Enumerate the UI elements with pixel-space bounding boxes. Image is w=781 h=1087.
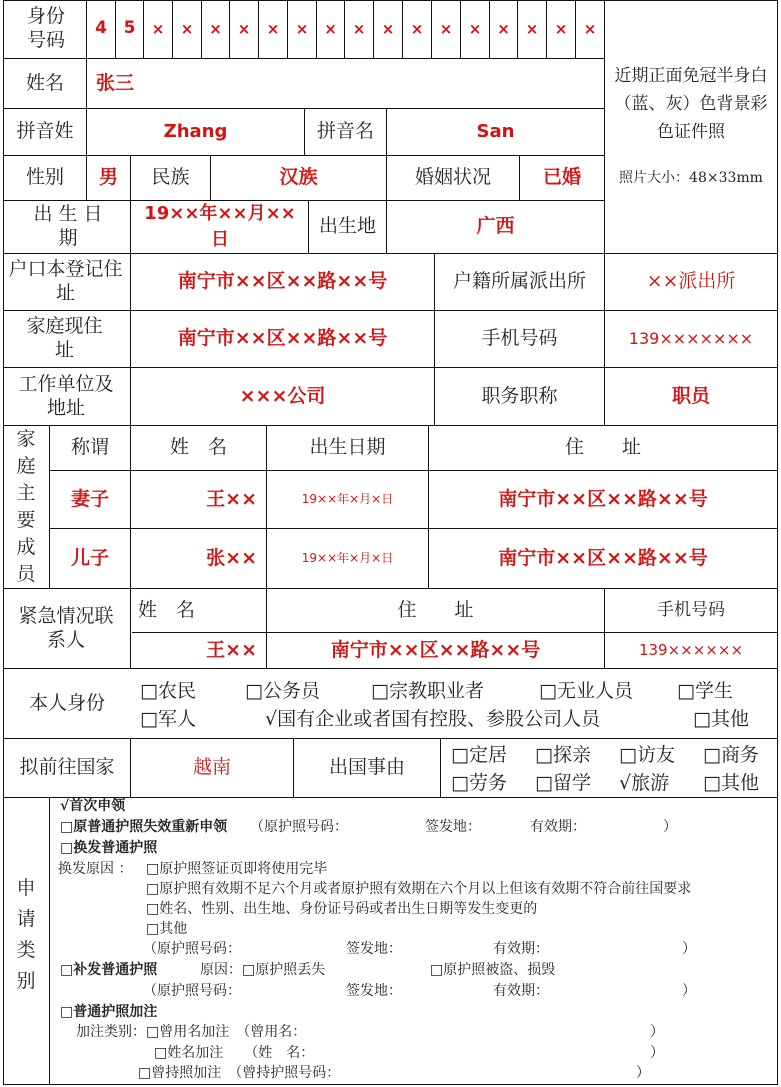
mobile-label: 手机号码 <box>481 327 558 350</box>
pinyin-given-label: 拼音名 <box>316 120 374 143</box>
app-renew-reason-1[interactable]: □原护照签证页即将使用完毕 <box>146 861 328 877</box>
gender-label: 性别 <box>25 166 64 189</box>
app-endorse-close-2: ） <box>650 1045 664 1061</box>
id-digit: × <box>266 19 280 38</box>
app-endorse-close-3: ） <box>636 1065 650 1081</box>
purpose-other-checkbox[interactable]: □其他 <box>703 772 759 794</box>
app-reapply-detail: （原护照号码： 签发地： 有效期： ） <box>250 819 677 835</box>
gender-value: 男 <box>98 166 118 189</box>
family-address: 南宁市××区××路××号 <box>498 546 708 569</box>
id-digit: × <box>439 19 453 38</box>
family-header-relation: 称谓 <box>70 436 109 459</box>
app-reissue-reason[interactable]: 原因：□原护照丢失 <box>200 962 326 978</box>
mobile-value: 139××××××× <box>628 329 754 348</box>
id-digit: × <box>468 19 482 38</box>
identity-label: 本人身份 <box>28 691 105 714</box>
birth-date-label: 出 生 日 期 <box>33 203 103 249</box>
family-header-address: 住 址 <box>564 436 641 459</box>
purpose-tourism-checkbox[interactable]: √旅游 <box>619 772 670 794</box>
app-reissue-checkbox[interactable]: □补发普通护照 <box>60 962 158 978</box>
emergency-mobile: 139×××××× <box>638 641 744 660</box>
app-endorse-name[interactable]: □姓名加注 （姓 名： <box>154 1045 315 1061</box>
family-name: 张×× <box>206 546 257 569</box>
birth-date-value: 19××年××月××日 <box>144 203 296 250</box>
job-title-label: 职务职称 <box>481 384 558 407</box>
app-first-checkbox[interactable]: √首次申领 <box>60 798 126 814</box>
identity-farmer-checkbox[interactable]: □农民 <box>140 680 196 702</box>
ethnicity-label: 民族 <box>151 166 190 189</box>
birth-place-label: 出生地 <box>318 215 376 238</box>
destination-value: 越南 <box>192 756 231 779</box>
pinyin-given-value: San <box>476 120 515 142</box>
identity-military-checkbox[interactable]: □军人 <box>140 708 196 730</box>
family-relation: 儿子 <box>70 546 109 569</box>
name-label: 姓名 <box>25 71 64 94</box>
id-digit: × <box>497 19 510 38</box>
app-renew-reason-3[interactable]: □姓名、性别、出生地、身份证号码或者出生日期等发生变更的 <box>146 901 538 917</box>
police-station-value: ××派出所 <box>646 270 736 293</box>
hukou-address-value: 南宁市××区××路××号 <box>177 270 388 293</box>
identity-student-checkbox[interactable]: □学生 <box>677 680 733 702</box>
identity-other-checkbox[interactable]: □其他 <box>693 708 749 730</box>
app-reapply-checkbox[interactable]: □原普通护照失效重新申领 <box>60 819 228 835</box>
work-unit-value: ×××公司 <box>239 384 326 407</box>
family-header-birth: 出生日期 <box>309 436 386 459</box>
police-station-label: 户籍所属派出所 <box>452 270 586 293</box>
emergency-header-name: 姓 名 <box>138 598 196 621</box>
marital-label: 婚姻状况 <box>414 166 491 189</box>
app-reissue-stolen[interactable]: □原护照被盗、损毁 <box>430 962 556 978</box>
id-digit: × <box>324 19 337 38</box>
id-digit: × <box>237 19 251 38</box>
id-digit: × <box>583 19 597 38</box>
home-address-value: 南宁市××区××路××号 <box>177 327 388 350</box>
photo-size: 照片大小：48×33mm <box>619 170 763 187</box>
purpose-visit-relatives-checkbox[interactable]: □探亲 <box>535 744 591 766</box>
hukou-address-label: 户口本登记住址 <box>8 258 123 304</box>
job-title-value: 职员 <box>671 384 710 407</box>
identity-religious-checkbox[interactable]: □宗教职业者 <box>371 680 484 702</box>
id-digit: × <box>381 19 395 38</box>
app-renew-reason-label: 换发原因 ： <box>58 861 133 877</box>
app-endorse-passport[interactable]: □曾持照加注 （曾持护照号码： <box>138 1065 341 1081</box>
id-digit: × <box>209 19 222 38</box>
application-type-label: 申请类别 <box>16 877 36 992</box>
app-renew-reason-2[interactable]: □原护照有效期不足六个月或者原护照有效期在六个月以上但该有效期不符合前往国要求 <box>146 881 692 897</box>
birth-place-value: 广西 <box>476 215 515 238</box>
id-digit: × <box>180 19 194 38</box>
purpose-label: 出国事由 <box>328 756 405 779</box>
home-address-label: 家庭现住址 <box>26 315 103 361</box>
work-unit-label: 工作单位及地址 <box>18 372 114 419</box>
identity-civil-servant-checkbox[interactable]: □公务员 <box>245 680 320 702</box>
family-relation: 妻子 <box>70 487 109 510</box>
id-digit: × <box>295 19 309 38</box>
id-number-label: 身份号码 <box>26 5 65 51</box>
marital-value: 已婚 <box>542 166 581 189</box>
purpose-business-checkbox[interactable]: □商务 <box>703 744 759 766</box>
family-members-label: 家庭主要成员 <box>16 428 36 585</box>
id-digit: × <box>151 19 165 38</box>
destination-label: 拟前往国家 <box>19 756 115 779</box>
family-name: 王×× <box>206 487 257 510</box>
pinyin-surname-label: 拼音姓 <box>16 120 74 143</box>
ethnicity-value: 汉族 <box>279 166 318 189</box>
id-digit: 4 <box>95 18 107 39</box>
id-digit: × <box>352 19 366 38</box>
pinyin-surname-value: Zhang <box>163 120 228 142</box>
family-address: 南宁市××区××路××号 <box>498 487 708 510</box>
app-reissue-detail: （原护照号码： 签发地： 有效期： ） <box>143 983 696 999</box>
app-endorse-close-1: ） <box>650 1024 664 1040</box>
id-digit: × <box>554 19 568 38</box>
emergency-name: 王×× <box>206 638 257 661</box>
photo-note: 近期正面免冠半身白（蓝、灰）色背景彩色证件照 <box>614 66 768 142</box>
app-renew-reason-4[interactable]: □其他 <box>146 921 188 937</box>
emergency-header-mobile: 手机号码 <box>657 599 725 620</box>
app-renew-checkbox[interactable]: □换发普通护照 <box>60 840 158 856</box>
emergency-address: 南宁市××区××路××号 <box>330 638 541 661</box>
purpose-labor-checkbox[interactable]: □劳务 <box>451 772 507 794</box>
emergency-contact-label: 紧急情况联系人 <box>18 604 114 651</box>
id-digit: 5 <box>123 18 136 39</box>
identity-unemployed-checkbox[interactable]: □无业人员 <box>539 680 633 702</box>
emergency-header-address: 住 址 <box>397 598 474 621</box>
name-value: 张三 <box>96 71 135 94</box>
id-digit: × <box>525 19 539 38</box>
id-digit: × <box>410 19 424 38</box>
family-birth: 19××年×月×日 <box>301 551 394 565</box>
family-header-name: 姓 名 <box>169 436 227 459</box>
app-endorse-former-name[interactable]: 加注类别：□曾用名加注 （曾用名： <box>76 1024 307 1040</box>
app-endorse-checkbox[interactable]: □普通护照加注 <box>60 1004 158 1020</box>
purpose-study-checkbox[interactable]: □留学 <box>535 772 591 794</box>
purpose-visit-friends-checkbox[interactable]: □访友 <box>619 744 675 766</box>
family-birth: 19××年×月×日 <box>301 492 394 506</box>
purpose-settle-checkbox[interactable]: □定居 <box>451 744 507 766</box>
identity-soe-checkbox[interactable]: √国有企业或者国有控股、参股公司人员 <box>265 708 601 730</box>
app-renew-detail: （原护照号码： 签发地： 有效期： ） <box>143 941 696 957</box>
